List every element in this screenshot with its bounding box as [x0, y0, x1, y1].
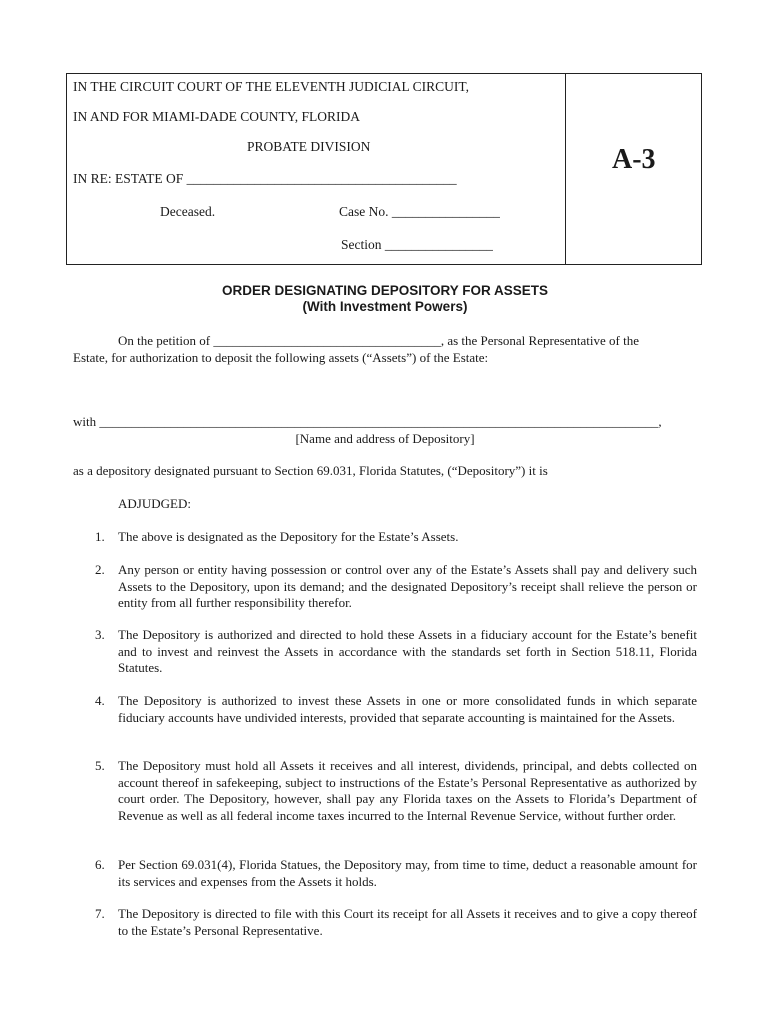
item-text: Any person or entity having possession or control over any of the Estate’s Assets shall pay and delivery such Assets to the Depository, upon its demand; and the designated Depository’s receipt shall relieve the person or entity from all further responsibility therefor.: [118, 562, 697, 610]
document-title: ORDER DESIGNATING DEPOSITORY FOR ASSETS: [221, 283, 549, 298]
item-number: 3.: [95, 627, 105, 642]
document-subtitle: (With Investment Powers): [302, 299, 468, 314]
petition-line-1: On the petition of ___________________________________, as the Personal Representative of the: [118, 333, 640, 348]
caption-divider: [565, 74, 566, 264]
item-number: 7.: [95, 906, 105, 921]
deceased-label: Deceased.: [160, 204, 216, 219]
court-line-2: IN AND FOR MIAMI-DADE COUNTY, FLORIDA: [73, 109, 361, 124]
designation-line: as a depository designated pursuant to Section 69.031, Florida Statutes, (“Depository”) it is: [73, 463, 548, 478]
item-text: The Depository is authorized to invest these Assets in one or more consolidated funds in which separate fiduciary accounts have undivided interests, provided that separate accounting is maintained for the Assets.: [118, 693, 697, 725]
item-text: The Depository is directed to file with this Court its receipt for all Assets it receives and to give a copy thereof to the Estate’s Personal Representative.: [118, 906, 697, 938]
case-number-field: Case No. ________________: [339, 204, 500, 219]
estate-line: IN RE: ESTATE OF ________________________________________: [73, 171, 457, 186]
item-number: 6.: [95, 857, 105, 872]
court-line-1: IN THE CIRCUIT COURT OF THE ELEVENTH JUDICIAL CIRCUIT,: [73, 79, 470, 94]
case-caption-box: [66, 73, 702, 265]
item-number: 5.: [95, 758, 105, 773]
item-number: 4.: [95, 693, 105, 708]
with-depository-line: with ______________________________________________________________________________________,: [73, 414, 662, 429]
division-label: PROBATE DIVISION: [247, 139, 371, 154]
item-text: The above is designated as the Depository for the Estate’s Assets.: [118, 529, 459, 544]
item-text: The Depository must hold all Assets it receives and all interest, dividends, principal, and debts collected on account thereof in safekeeping, subject to instructions of the Estate’s Personal Representative as authorized by court order. The Depository, however, shall pay any Florida taxes on the Assets to Florida’s Department of Revenue as well as all federal income taxes incurred to the Internal Revenue Service, without further order.: [118, 758, 697, 823]
item-text: Per Section 69.031(4), Florida Statues, the Depository may, from time to time, deduct a reasonable amount for its services and expenses from the Assets it holds.: [118, 857, 697, 889]
item-number: 1.: [95, 529, 105, 544]
item-number: 2.: [95, 562, 105, 577]
petition-line-2: Estate, for authorization to deposit the following assets (“Assets”) of the Estate:: [73, 350, 489, 365]
section-field: Section ________________: [341, 237, 493, 252]
item-text: The Depository is authorized and directed to hold these Assets in a fiduciary account for the Estate’s benefit and to invest and reinvest the Assets in accordance with the standards set forth in Section 518.11, Florida Statutes.: [118, 627, 697, 675]
depository-label: [Name and address of Depository]: [295, 431, 475, 446]
adjudged-label: ADJUDGED:: [118, 496, 191, 511]
form-code: A-3: [612, 144, 656, 175]
